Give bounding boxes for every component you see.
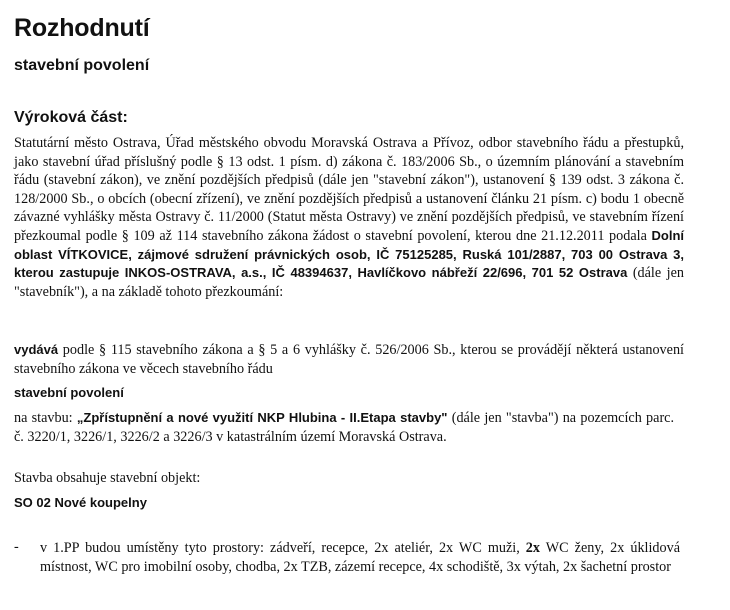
- bullet-dash: -: [14, 539, 19, 555]
- issuance-paragraph: [14, 341, 684, 378]
- decision-paragraph-end: (dále jen "stavebník"), a na základě tohoto přezkoumání:: [14, 265, 684, 300]
- construction-paragraph: [14, 409, 674, 446]
- permit-label: stavební povolení: [14, 385, 124, 400]
- applicant-details: Dolní oblast VÍTKOVICE, zájmové sdružení právnických osob, IČ 75125285, Ruská 101/2887, 703 00 Ostrava 3, kterou zastupuje INKOS-OSTRAVA, a.s., IČ 48394637, Havlíčkovo nábřeží 22/696, 701 52 Ostrava: [14, 227, 684, 281]
- decision-paragraph-text: Statutární město Ostrava, Úřad městského obvodu Moravská Ostrava a Přívoz, odbor stavebního řádu a přestupků, jako stavební úřad příslušný podle § 13 odst. 1 písm. d) zákona č. 183/2006 Sb., o územním plánování a stavebním řádu (stavební zákon), ve znění pozdějších předpisů (dále jen "stavební zákon"), ustanovení § 139 odst. 3 zákona č. 128/2000 Sb., o obcích (obecní zřízení), ve znění pozdějších předpisů a ustanovení článku 21 písm. c) bodu 1 obecně závazné vyhlášky města Ostravy č. 11/2000 (Statut města Ostravy) ve znění pozdějších předpisů, ve stavebním řízení přezkoumal podle § 109 až 114 stavebního zákona žádost o stavební povolení, kterou dne 21.12.2011 podala: [14, 135, 684, 244]
- construction-text-end: (dále jen "stavba") na pozemcích parc. č. 3220/1, 3226/1, 3226/2 a 3226/3 v katastrálním území Moravská Ostrava.: [14, 410, 675, 445]
- decision-paragraph: [14, 134, 684, 301]
- bullet-text: v 1.PP budou umístěny tyto prostory: zádveří, recepce, 2x ateliér, 2x WC muži,: [40, 540, 526, 556]
- document-subtitle: stavební povolení: [14, 57, 150, 74]
- section-heading: Výroková část:: [14, 109, 128, 126]
- bullet-item: [40, 539, 680, 576]
- building-name: „Zpřístupnění a nové využití NKP Hlubina - II.Etapa stavby": [76, 410, 448, 425]
- bullet-bold: 2x: [525, 540, 540, 556]
- bullet-text-end: WC ženy, 2x úklidová místnost, WC pro imobilní osoby, chodba, 2x TZB, zázemí recepce, 4x schodiště, 3x výtah, 2x šachetní prostor: [40, 540, 680, 575]
- object-name: SO 02 Nové koupelny: [14, 495, 147, 510]
- document-title: Rozhodnutí: [14, 14, 150, 42]
- object-intro: Stavba obsahuje stavební objekt:: [14, 470, 201, 486]
- issuance-text: podle § 115 stavebního zákona a § 5 a 6 vyhlášky č. 526/2006 Sb., kterou se provádějí některá ustanovení stavebního zákona ve věcech stavebního řádu: [14, 342, 684, 377]
- construction-text: na stavbu:: [14, 410, 77, 426]
- issuance-verb: vydává: [14, 342, 59, 357]
